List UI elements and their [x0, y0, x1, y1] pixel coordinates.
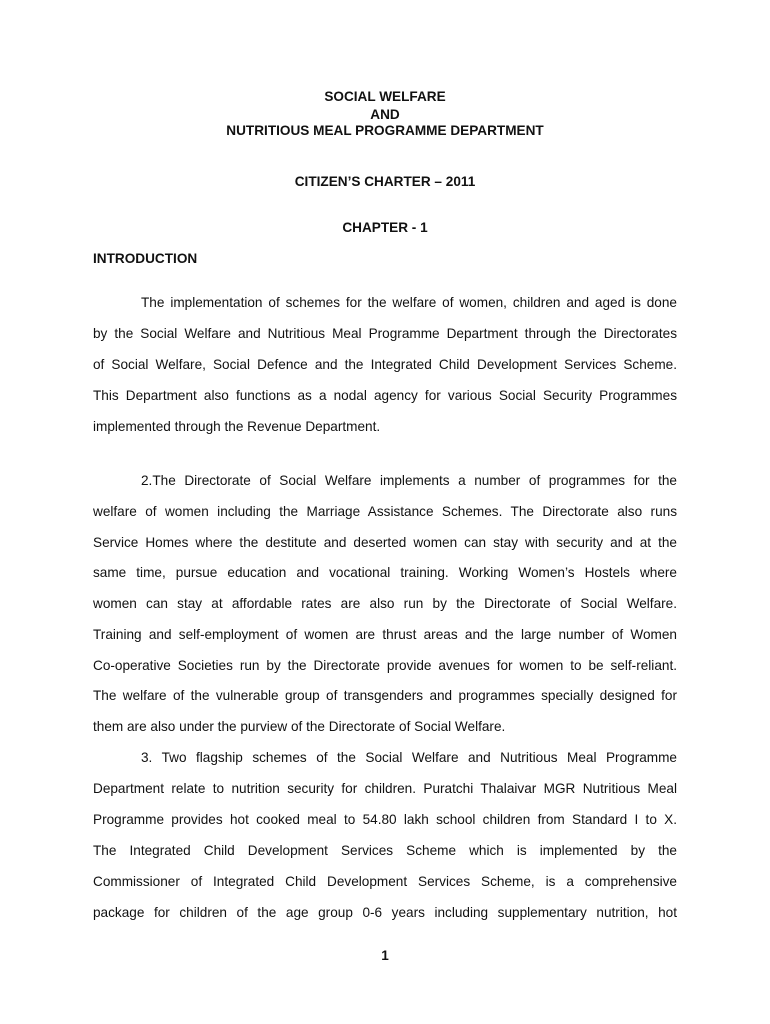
paragraph-3-line: Programme provides hot cooked meal to 54.80 lakh school children from Standard I to X. [93, 812, 677, 827]
department-title-line-3: NUTRITIOUS MEAL PROGRAMME DEPARTMENT [226, 123, 544, 138]
paragraph-2-line: welfare of women including the Marriage Assistance Schemes. The Directorate also runs [93, 504, 677, 519]
paragraph-2-line: The welfare of the vulnerable group of transgenders and programmes specially designed for [93, 688, 677, 703]
charter-title: CITIZEN’S CHARTER – 2011 [294, 174, 476, 189]
paragraph-2-line: same time, pursue education and vocational training. Working Women’s Hostels where [93, 565, 677, 580]
paragraph-3-line: package for children of the age group 0-6 years including supplementary nutrition, hot [93, 905, 677, 920]
paragraph-3-line: 3. Two flagship schemes of the Social Welfare and Nutritious Meal Programme [141, 750, 677, 765]
paragraph-1-line: by the Social Welfare and Nutritious Meal Programme Department through the Directorates [93, 326, 677, 341]
paragraph-1-line: This Department also functions as a nodal agency for various Social Security Programmes [93, 388, 677, 403]
paragraph-3-line: The Integrated Child Development Services Scheme which is implemented by the [93, 843, 677, 858]
paragraph-1-line: implemented through the Revenue Department. [93, 419, 381, 434]
department-title-line-1: SOCIAL WELFARE [324, 89, 446, 104]
paragraph-1-line: The implementation of schemes for the welfare of women, children and aged is done [141, 295, 677, 310]
department-title-line-2: AND [370, 107, 400, 122]
paragraph-3-line: Commissioner of Integrated Child Development Services Scheme, is a comprehensive [93, 874, 677, 889]
paragraph-2-line: Co-operative Societies run by the Directorate provide avenues for women to be self-reliant. [93, 658, 677, 673]
paragraph-2-line: Service Homes where the destitute and deserted women can stay with security and at the [93, 535, 677, 550]
paragraph-2-line: Training and self-employment of women are thrust areas and the large number of Women [93, 627, 677, 642]
page-number: 1 [381, 948, 389, 963]
chapter-title: CHAPTER - 1 [342, 220, 428, 235]
paragraph-3-line: Department relate to nutrition security for children. Puratchi Thalaivar MGR Nutritious Meal [93, 781, 677, 796]
paragraph-2-line: women can stay at affordable rates are also run by the Directorate of Social Welfare. [93, 596, 677, 611]
paragraph-2-line: 2.The Directorate of Social Welfare implements a number of programmes for the [141, 473, 677, 488]
paragraph-2-line: them are also under the purview of the Directorate of Social Welfare. [93, 719, 506, 734]
section-heading: INTRODUCTION [93, 251, 198, 266]
paragraph-1-line: of Social Welfare, Social Defence and the Integrated Child Development Services Scheme. [93, 357, 677, 372]
